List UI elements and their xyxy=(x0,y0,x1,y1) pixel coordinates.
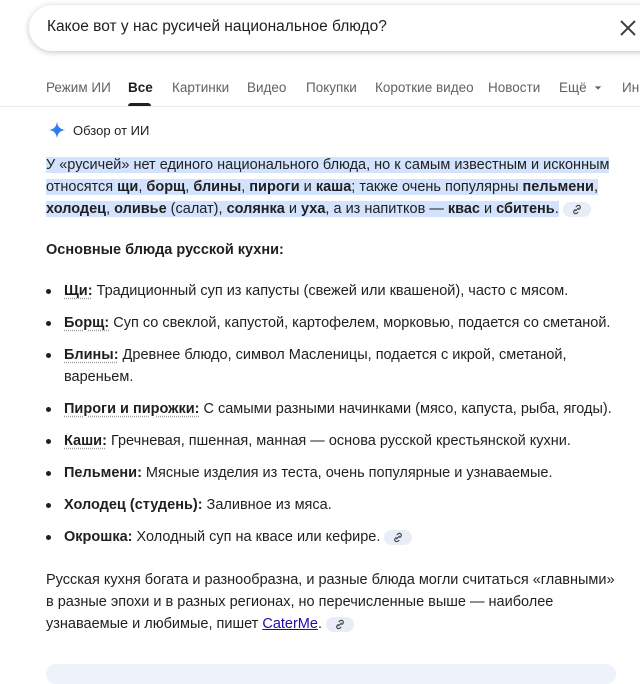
list-item xyxy=(46,280,626,302)
source-link-chip[interactable] xyxy=(563,202,591,217)
tab-more-truncated[interactable]: Ин xyxy=(622,80,640,95)
closing-end: . xyxy=(317,616,322,632)
list-item xyxy=(46,494,626,516)
intro-dish: блины xyxy=(193,179,242,195)
bullet xyxy=(46,439,51,444)
intro-dish: квас xyxy=(447,201,480,217)
section-title: Основные блюда русской кухни: xyxy=(46,242,284,258)
tab-more[interactable] xyxy=(559,80,602,95)
dish-desc: С самыми разными начинками (мясо, капуста, рыба, ягоды). xyxy=(199,401,612,417)
intro-dish: холодец xyxy=(46,201,107,217)
dish-desc: Гречневая, пшенная, манная — основа русской крестьянской кухни. xyxy=(106,433,571,449)
link-icon xyxy=(334,619,346,630)
bullet xyxy=(46,353,51,358)
list-item xyxy=(46,526,626,548)
intro-highlight xyxy=(46,157,609,217)
list-item xyxy=(46,430,626,452)
list-item xyxy=(46,462,626,484)
tab-more-label: Ещё xyxy=(559,80,587,95)
dish-term: Пельмени: xyxy=(64,465,142,481)
list-item xyxy=(46,312,626,334)
dish-desc: Древнее блюдо, символ Масленицы, подается с икрой, сметаной, вареньем. xyxy=(64,347,567,385)
intro-text: , xyxy=(185,179,194,195)
tab-images[interactable]: Картинки xyxy=(172,80,230,95)
bullet xyxy=(46,535,51,540)
bullet xyxy=(46,503,51,508)
intro-text: (салат), xyxy=(166,201,227,217)
intro-text: , а из напитков — xyxy=(325,201,448,217)
caret-down-icon xyxy=(594,84,602,92)
bullet xyxy=(46,407,51,412)
intro-text: ; также очень популярны xyxy=(351,179,523,195)
closing-text: Русская кухня богата и разнообразна, и разные блюда могли считаться «главными» в разные эпохи и в разных регионах, но перечисленные выше — наиболее узнаваемые и любимые, пишет xyxy=(46,572,615,632)
tab-videos[interactable]: Видео xyxy=(247,80,287,95)
dish-term[interactable]: Каши: xyxy=(64,433,107,449)
intro-text: . xyxy=(554,201,559,217)
intro-text: , xyxy=(593,179,598,195)
intro-text: , xyxy=(138,179,147,195)
intro-dish: пироги xyxy=(249,179,300,195)
link-icon xyxy=(571,204,583,215)
bullet xyxy=(46,321,51,326)
intro-dish: оливье xyxy=(114,201,167,217)
dish-term: Окрошка: xyxy=(64,529,133,545)
sparkle-icon xyxy=(48,121,66,139)
intro-text: и xyxy=(284,201,302,217)
intro-dish: солянка xyxy=(226,201,285,217)
list-item xyxy=(46,344,626,388)
tab-all[interactable]: Все xyxy=(128,80,153,95)
bullet xyxy=(46,289,51,294)
intro-text: , xyxy=(241,179,250,195)
dish-desc: Заливное из мяса. xyxy=(202,497,332,513)
tab-ai-mode[interactable]: Режим ИИ xyxy=(46,80,111,95)
source-link-chip[interactable] xyxy=(384,530,412,545)
ai-overview-title: Обзор от ИИ xyxy=(73,123,150,138)
dish-list xyxy=(46,280,626,558)
dish-term[interactable]: Борщ: xyxy=(64,315,110,331)
active-tab-indicator xyxy=(128,103,151,106)
search-box[interactable] xyxy=(29,5,640,51)
dish-desc: Традиционный суп из капусты (свежей или квашеной), часто с мясом. xyxy=(92,283,569,299)
intro-dish: пельмени xyxy=(522,179,594,195)
dish-term: Холодец (студень): xyxy=(64,497,203,513)
dish-desc: Суп со свеклой, капустой, картофелем, морковью, подается со сметаной. xyxy=(109,315,611,331)
source-link-chip[interactable] xyxy=(326,617,354,632)
tab-short-videos[interactable]: Короткие видео xyxy=(375,80,474,95)
bullet xyxy=(46,471,51,476)
intro-text: , xyxy=(106,201,115,217)
ai-overview-intro xyxy=(46,154,626,220)
intro-text: и xyxy=(479,201,497,217)
tab-shopping[interactable]: Покупки xyxy=(306,80,357,95)
dish-desc: Холодный суп на квасе или кефире. xyxy=(132,529,381,545)
close-icon[interactable] xyxy=(617,17,639,39)
intro-dish: сбитень xyxy=(496,201,555,217)
dish-term[interactable]: Щи: xyxy=(64,283,93,299)
search-input[interactable]: Какое вот у нас русичей национальное блюдо? xyxy=(47,18,387,35)
intro-dish: щи xyxy=(117,179,139,195)
ai-overview-closing xyxy=(46,569,626,635)
dish-term[interactable]: Пироги и пирожки: xyxy=(64,401,200,417)
intro-text: У «русичей» нет единого национального блюда, но к самым известным и исконным относятся xyxy=(46,157,610,195)
source-link-caterme[interactable]: CaterMe xyxy=(262,616,318,632)
tab-news[interactable]: Новости xyxy=(488,80,541,95)
intro-dish: уха xyxy=(301,201,326,217)
intro-text: и xyxy=(299,179,316,195)
search-tabs xyxy=(0,70,640,107)
list-item xyxy=(46,398,626,420)
intro-dish: каша xyxy=(315,179,352,195)
dish-desc: Мясные изделия из теста, очень популярные и узнаваемые. xyxy=(141,465,553,481)
link-icon xyxy=(392,532,404,543)
next-section-card xyxy=(46,664,616,684)
dish-term[interactable]: Блины: xyxy=(64,347,119,363)
intro-dish: борщ xyxy=(146,179,186,195)
